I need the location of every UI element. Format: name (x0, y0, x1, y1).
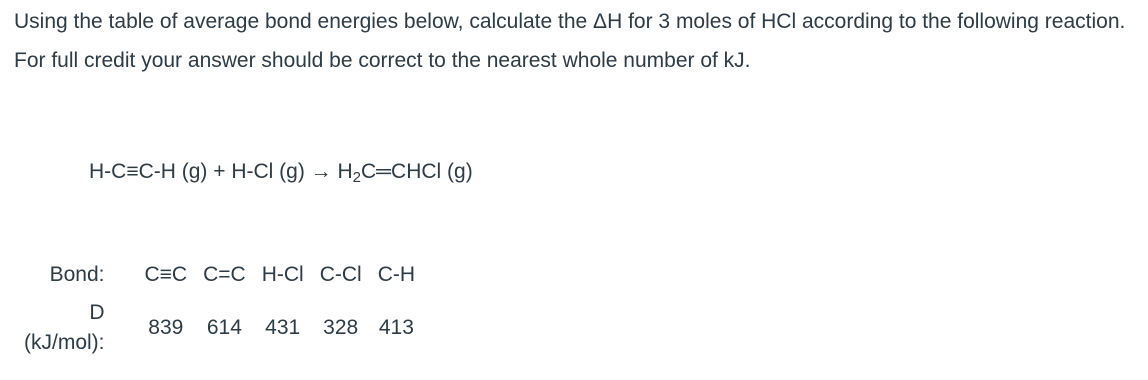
bond-name: C-Cl (319, 263, 362, 286)
energy-header (24, 298, 137, 358)
bond-row (24, 252, 423, 298)
reaction-rhs: C═CHCl (g) (361, 160, 473, 183)
bond-header: Bond: (49, 263, 105, 286)
bond-name: C-H (377, 263, 416, 286)
bond-name: C≡C (144, 263, 188, 286)
question-text: Using the table of average bond energies below, calculate the ΔH for 3 moles of HCl according to the following reaction. For full credit your answer should be correct to the nearest whole number of kJ. (14, 10, 1126, 72)
energy-value: 328 (323, 316, 359, 339)
bond-name: C=C (203, 263, 246, 286)
reaction-equation (89, 156, 473, 188)
energy-value: 614 (206, 316, 242, 339)
energy-value: 431 (265, 316, 301, 339)
energy-row (24, 298, 423, 358)
energy-header-unit: (kJ/mol): (24, 331, 105, 354)
bond-energy-table (24, 252, 423, 358)
bond-name: H-Cl (261, 263, 304, 286)
reaction-subscript: 2 (352, 169, 362, 186)
energy-value: 839 (148, 316, 184, 339)
reaction-lhs: H-C≡C-H (g) + H-Cl (g) → H (89, 160, 353, 183)
energy-value: 413 (378, 316, 414, 339)
energy-header-symbol: D (89, 301, 105, 324)
